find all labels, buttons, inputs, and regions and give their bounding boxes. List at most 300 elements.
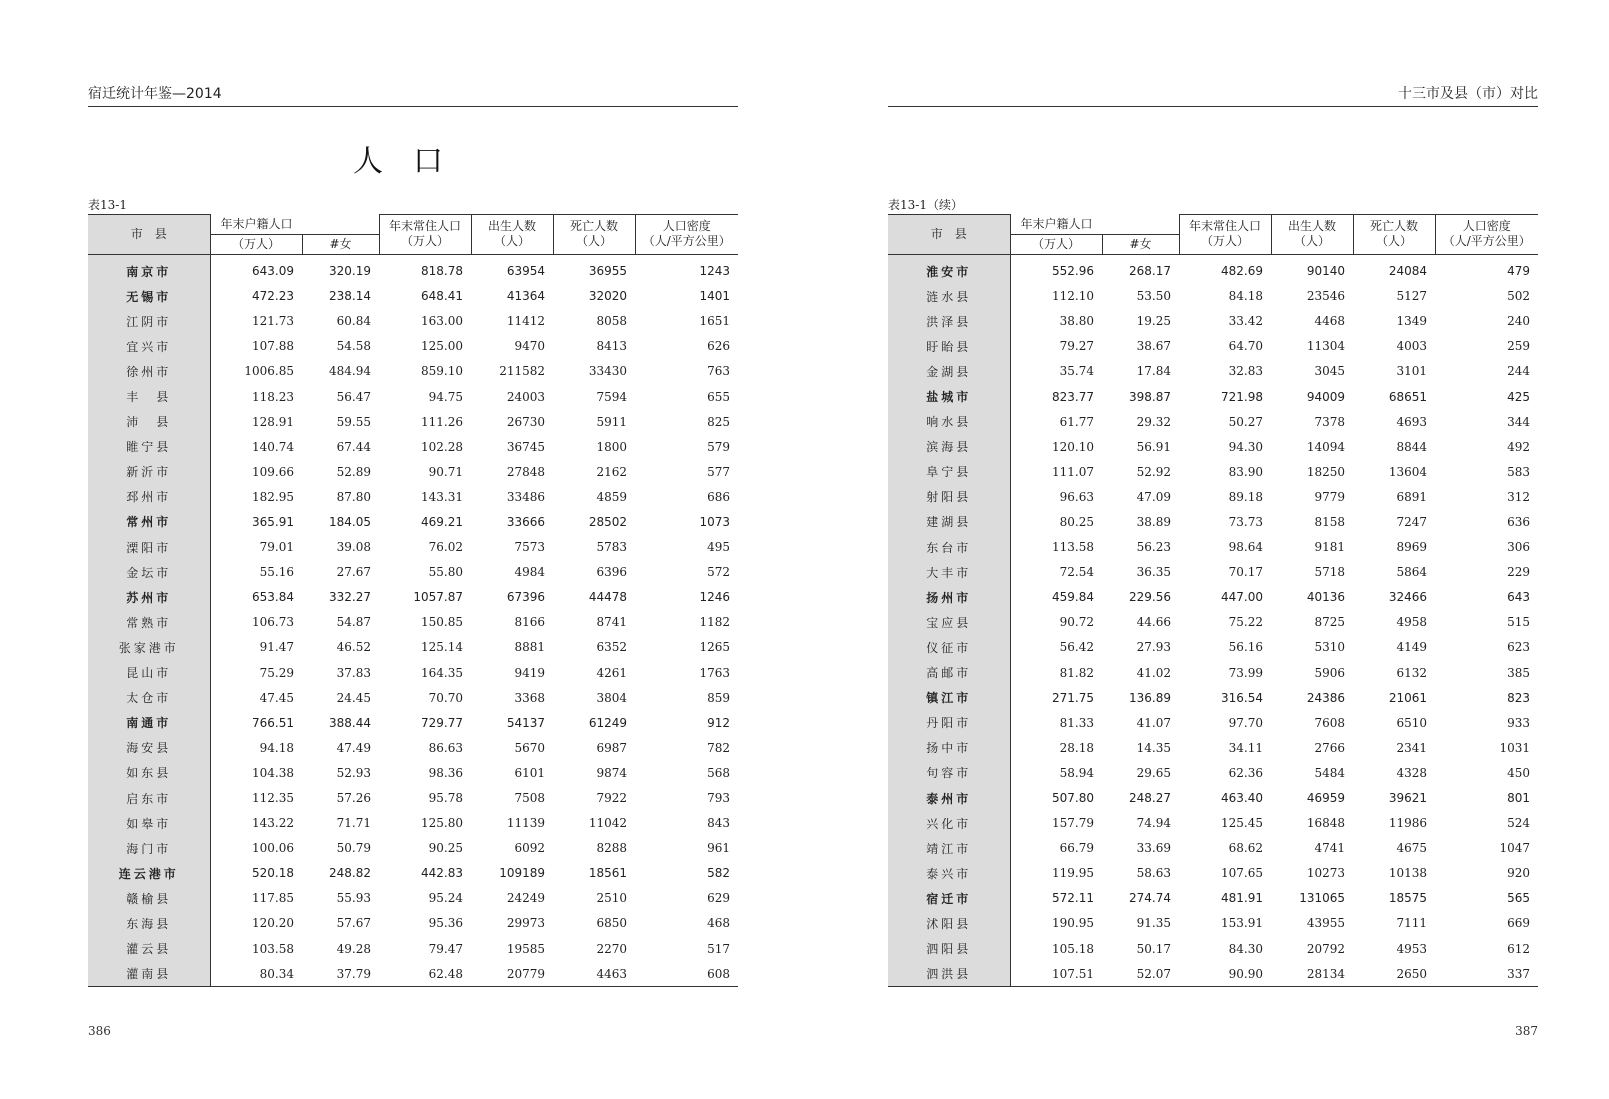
region-name: 盐城市	[888, 384, 1010, 409]
female-cell: 29.65	[1136, 765, 1171, 780]
region-name: 海门市	[88, 836, 210, 861]
resident-pop-cell: 90.71	[428, 464, 463, 479]
deaths-cell: 6987	[596, 740, 627, 755]
births-cell: 63954	[506, 264, 545, 279]
header-births: 出生人数 （人）	[1271, 215, 1353, 255]
resident-pop-cell: 469.21	[421, 514, 463, 529]
table-row	[88, 284, 738, 309]
resident-pop-cell: 73.99	[1228, 665, 1263, 680]
region-name: 徐州市	[88, 359, 210, 384]
chapter-title: 人口	[353, 144, 473, 179]
deaths-cell: 32466	[1388, 590, 1427, 605]
resident-pop-cell: 150.85	[421, 615, 463, 630]
table-row	[888, 685, 1538, 710]
density-cell: 583	[1507, 464, 1530, 479]
hukou-pop-cell: 90.72	[1059, 615, 1094, 630]
deaths-cell: 33430	[588, 364, 627, 379]
hukou-pop-cell: 653.84	[252, 590, 294, 605]
hukou-pop-cell: 823.77	[1052, 389, 1094, 404]
region-name: 泰州市	[888, 785, 1010, 810]
births-cell: 8725	[1314, 615, 1345, 630]
table-row	[888, 861, 1538, 886]
deaths-cell: 2650	[1396, 966, 1427, 981]
hukou-pop-cell: 81.33	[1059, 715, 1094, 730]
deaths-cell: 7594	[596, 389, 627, 404]
region-name: 宜兴市	[88, 334, 210, 359]
resident-pop-cell: 90.25	[428, 841, 463, 856]
hukou-pop-cell: 107.88	[252, 339, 294, 354]
deaths-cell: 7111	[1396, 916, 1427, 931]
table-row	[888, 735, 1538, 760]
deaths-cell: 6510	[1396, 715, 1427, 730]
births-cell: 3045	[1314, 364, 1345, 379]
region-name: 常州市	[88, 509, 210, 534]
hukou-pop-cell: 28.18	[1059, 740, 1094, 755]
deaths-cell: 7922	[596, 791, 627, 806]
female-cell: 238.14	[329, 289, 371, 304]
region-name: 淮安市	[888, 254, 1010, 284]
table-row	[888, 459, 1538, 484]
table-label-right: 表13-1（续）	[888, 198, 963, 212]
table-row	[88, 384, 738, 409]
deaths-cell: 9874	[596, 765, 627, 780]
table-row	[88, 434, 738, 459]
table-row	[888, 961, 1538, 986]
births-cell: 46959	[1306, 791, 1345, 806]
density-cell: 825	[707, 414, 730, 429]
female-cell: 54.87	[336, 615, 371, 630]
table-row	[88, 610, 738, 635]
hukou-pop-cell: 552.96	[1052, 264, 1094, 279]
hukou-pop-cell: 112.35	[252, 791, 294, 806]
female-cell: 37.83	[336, 665, 371, 680]
hukou-pop-cell: 520.18	[252, 866, 294, 881]
deaths-cell: 3804	[596, 690, 627, 705]
births-cell: 90140	[1306, 264, 1345, 279]
density-cell: 961	[707, 841, 730, 856]
density-cell: 468	[707, 916, 730, 931]
female-cell: 47.09	[1136, 489, 1171, 504]
hukou-pop-cell: 120.20	[252, 916, 294, 931]
left-page	[88, 0, 738, 1099]
deaths-cell: 4958	[1396, 615, 1427, 630]
deaths-cell: 10138	[1388, 866, 1427, 881]
density-cell: 577	[707, 464, 730, 479]
table-row	[888, 911, 1538, 936]
region-name: 丰 县	[88, 384, 210, 409]
female-cell: 46.52	[336, 640, 371, 655]
deaths-cell: 4261	[596, 665, 627, 680]
resident-pop-cell: 94.30	[1228, 439, 1263, 454]
deaths-cell: 5864	[1396, 565, 1427, 580]
table-row	[88, 836, 738, 861]
table-body-right	[888, 254, 1538, 986]
female-cell: 39.08	[336, 540, 371, 555]
female-cell: 56.47	[336, 389, 371, 404]
region-name: 南京市	[88, 254, 210, 284]
births-cell: 5670	[514, 740, 545, 755]
deaths-cell: 6850	[596, 916, 627, 931]
hukou-pop-cell: 117.85	[252, 891, 294, 906]
table-bottom-rule-left	[88, 986, 738, 987]
table-row	[88, 459, 738, 484]
resident-pop-cell: 95.24	[428, 891, 463, 906]
hukou-pop-cell: 1006.85	[244, 364, 294, 379]
region-name: 连云港市	[88, 861, 210, 886]
hukou-pop-cell: 112.10	[1052, 289, 1094, 304]
deaths-cell: 4149	[1396, 640, 1427, 655]
deaths-cell: 5783	[596, 540, 627, 555]
resident-pop-cell: 98.36	[428, 765, 463, 780]
header-resident-pop: 年末常住人口 （万人）	[379, 215, 471, 255]
births-cell: 26730	[506, 414, 545, 429]
female-cell: 41.02	[1136, 665, 1171, 680]
resident-pop-cell: 94.75	[428, 389, 463, 404]
hukou-pop-cell: 111.07	[1052, 464, 1094, 479]
hukou-pop-cell: 766.51	[252, 715, 294, 730]
deaths-cell: 6132	[1396, 665, 1427, 680]
hukou-pop-cell: 61.77	[1059, 414, 1094, 429]
resident-pop-cell: 34.11	[1228, 740, 1263, 755]
hukou-pop-cell: 119.95	[1052, 866, 1094, 881]
births-cell: 109189	[499, 866, 545, 881]
density-cell: 608	[707, 966, 730, 981]
density-cell: 859	[707, 690, 730, 705]
region-name: 溧阳市	[88, 535, 210, 560]
region-name: 仪征市	[888, 635, 1010, 660]
table-row	[88, 334, 738, 359]
table-row	[88, 254, 738, 284]
resident-pop-cell: 107.65	[1221, 866, 1263, 881]
female-cell: 41.07	[1136, 715, 1171, 730]
density-cell: 344	[1507, 414, 1530, 429]
resident-pop-cell: 62.36	[1228, 765, 1263, 780]
region-name: 句容市	[888, 760, 1010, 785]
density-cell: 515	[1507, 615, 1530, 630]
hukou-pop-cell: 365.91	[252, 514, 294, 529]
resident-pop-cell: 76.02	[428, 540, 463, 555]
resident-pop-cell: 70.70	[428, 690, 463, 705]
table-row	[888, 309, 1538, 334]
resident-pop-cell: 143.31	[421, 489, 463, 504]
female-cell: 17.84	[1136, 364, 1171, 379]
deaths-cell: 4693	[1396, 414, 1427, 429]
region-name: 滨海县	[888, 434, 1010, 459]
resident-pop-cell: 84.30	[1228, 941, 1263, 956]
density-cell: 629	[707, 891, 730, 906]
births-cell: 5484	[1314, 765, 1345, 780]
table-row	[88, 309, 738, 334]
deaths-cell: 44478	[588, 590, 627, 605]
region-name: 射阳县	[888, 484, 1010, 509]
table-row	[88, 484, 738, 509]
table-row	[888, 509, 1538, 534]
resident-pop-cell: 75.22	[1228, 615, 1263, 630]
deaths-cell: 8741	[596, 615, 627, 630]
female-cell: 67.44	[336, 439, 371, 454]
density-cell: 492	[1507, 439, 1530, 454]
resident-pop-cell: 111.26	[421, 414, 463, 429]
births-cell: 14094	[1306, 439, 1345, 454]
region-name: 南通市	[88, 710, 210, 735]
region-name: 扬州市	[888, 585, 1010, 610]
region-name: 洪泽县	[888, 309, 1010, 334]
hukou-pop-cell: 47.45	[259, 690, 294, 705]
deaths-cell: 4953	[1396, 941, 1427, 956]
table-row	[88, 785, 738, 810]
hukou-pop-cell: 472.23	[252, 289, 294, 304]
table-row	[888, 585, 1538, 610]
hukou-pop-cell: 35.74	[1059, 364, 1094, 379]
deaths-cell: 6352	[596, 640, 627, 655]
births-cell: 5310	[1314, 640, 1345, 655]
female-cell: 60.84	[336, 314, 371, 329]
density-cell: 823	[1507, 690, 1530, 705]
density-cell: 623	[1507, 640, 1530, 655]
female-cell: 38.89	[1136, 514, 1171, 529]
table-row	[88, 861, 738, 886]
deaths-cell: 61249	[588, 715, 627, 730]
hukou-pop-cell: 120.10	[1052, 439, 1094, 454]
female-cell: 50.79	[336, 841, 371, 856]
births-cell: 54137	[506, 715, 545, 730]
hukou-pop-cell: 79.01	[259, 540, 294, 555]
hukou-pop-cell: 157.79	[1052, 816, 1094, 831]
female-cell: 184.05	[329, 514, 371, 529]
table-row	[888, 610, 1538, 635]
resident-pop-cell: 79.47	[428, 941, 463, 956]
deaths-cell: 36955	[588, 264, 627, 279]
table-row	[88, 886, 738, 911]
female-cell: 44.66	[1136, 615, 1171, 630]
births-cell: 9470	[514, 339, 545, 354]
region-name: 兴化市	[888, 811, 1010, 836]
density-cell: 502	[1507, 289, 1530, 304]
births-cell: 9779	[1314, 489, 1345, 504]
table-row	[888, 409, 1538, 434]
births-cell: 19585	[506, 941, 545, 956]
region-name: 阜宁县	[888, 459, 1010, 484]
births-cell: 24003	[506, 389, 545, 404]
deaths-cell: 6891	[1396, 489, 1427, 504]
density-cell: 579	[707, 439, 730, 454]
deaths-cell: 8844	[1396, 439, 1427, 454]
density-cell: 1243	[699, 264, 730, 279]
region-name: 高邮市	[888, 660, 1010, 685]
table-row	[888, 886, 1538, 911]
deaths-cell: 28502	[588, 514, 627, 529]
female-cell: 57.26	[336, 791, 371, 806]
region-name: 江阴市	[88, 309, 210, 334]
births-cell: 36745	[506, 439, 545, 454]
header-female: #女	[302, 234, 379, 254]
deaths-cell: 8288	[596, 841, 627, 856]
deaths-cell: 2510	[596, 891, 627, 906]
table-row	[888, 710, 1538, 735]
region-name: 涟水县	[888, 284, 1010, 309]
density-cell: 244	[1507, 364, 1530, 379]
table-row	[88, 560, 738, 585]
density-cell: 686	[707, 489, 730, 504]
deaths-cell: 2270	[596, 941, 627, 956]
hukou-pop-cell: 55.16	[259, 565, 294, 580]
hukou-pop-cell: 91.47	[259, 640, 294, 655]
region-name: 灌南县	[88, 961, 210, 986]
hukou-pop-cell: 96.63	[1059, 489, 1094, 504]
female-cell: 388.44	[329, 715, 371, 730]
female-cell: 54.58	[336, 339, 371, 354]
density-cell: 626	[707, 339, 730, 354]
female-cell: 55.93	[336, 891, 371, 906]
table-row	[88, 509, 738, 534]
female-cell: 248.27	[1129, 791, 1171, 806]
female-cell: 38.67	[1136, 339, 1171, 354]
female-cell: 229.56	[1129, 590, 1171, 605]
region-name: 丹阳市	[888, 710, 1010, 735]
births-cell: 4468	[1314, 314, 1345, 329]
hukou-pop-cell: 271.75	[1052, 690, 1094, 705]
resident-pop-cell: 463.40	[1221, 791, 1263, 806]
deaths-cell: 3101	[1396, 364, 1427, 379]
region-name: 东海县	[88, 911, 210, 936]
header-county: 市 县	[888, 215, 1010, 255]
density-cell: 669	[1507, 916, 1530, 931]
table-row	[88, 535, 738, 560]
births-cell: 5718	[1314, 565, 1345, 580]
female-cell: 29.32	[1136, 414, 1171, 429]
resident-pop-cell: 482.69	[1221, 264, 1263, 279]
density-cell: 1763	[699, 665, 730, 680]
births-cell: 6101	[514, 765, 545, 780]
female-cell: 59.55	[336, 414, 371, 429]
female-cell: 37.79	[336, 966, 371, 981]
region-name: 新沂市	[88, 459, 210, 484]
density-cell: 1073	[699, 514, 730, 529]
deaths-cell: 4003	[1396, 339, 1427, 354]
births-cell: 27848	[506, 464, 545, 479]
region-name: 如皋市	[88, 811, 210, 836]
hukou-pop-cell: 572.11	[1052, 891, 1094, 906]
density-cell: 524	[1507, 816, 1530, 831]
table-row	[888, 384, 1538, 409]
header-female: #女	[1102, 234, 1179, 254]
header-hukou-unit: （万人）	[210, 234, 302, 254]
births-cell: 4984	[514, 565, 545, 580]
region-name: 启东市	[88, 785, 210, 810]
deaths-cell: 8058	[596, 314, 627, 329]
table-row	[88, 685, 738, 710]
births-cell: 94009	[1306, 389, 1345, 404]
female-cell: 136.89	[1129, 690, 1171, 705]
resident-pop-cell: 818.78	[421, 264, 463, 279]
resident-pop-cell: 442.83	[421, 866, 463, 881]
table-row	[88, 359, 738, 384]
female-cell: 58.63	[1136, 866, 1171, 881]
density-cell: 229	[1507, 565, 1530, 580]
header-hukou-pop-spacer	[1102, 215, 1179, 235]
header-hukou-pop: 年末户籍人口	[1010, 215, 1102, 235]
table-row	[88, 936, 738, 961]
births-cell: 4741	[1314, 841, 1345, 856]
density-cell: 240	[1507, 314, 1530, 329]
density-cell: 450	[1507, 765, 1530, 780]
births-cell: 8166	[514, 615, 545, 630]
resident-pop-cell: 86.63	[428, 740, 463, 755]
hukou-pop-cell: 94.18	[259, 740, 294, 755]
hukou-pop-cell: 643.09	[252, 264, 294, 279]
births-cell: 43955	[1306, 916, 1345, 931]
page-number-right: 387	[1515, 1024, 1538, 1038]
table-row	[888, 334, 1538, 359]
resident-pop-cell: 68.62	[1228, 841, 1263, 856]
deaths-cell: 5911	[596, 414, 627, 429]
header-hukou-pop: 年末户籍人口	[210, 215, 302, 235]
section-title: 十三市及县（市）对比	[1398, 86, 1538, 102]
region-name: 泗洪县	[888, 961, 1010, 986]
resident-pop-cell: 163.00	[421, 314, 463, 329]
table-row	[888, 560, 1538, 585]
resident-pop-cell: 721.98	[1221, 389, 1263, 404]
hukou-pop-cell: 79.27	[1059, 339, 1094, 354]
running-head-right	[888, 84, 1538, 107]
table-row	[888, 434, 1538, 459]
births-cell: 33486	[506, 489, 545, 504]
density-cell: 933	[1507, 715, 1530, 730]
hukou-pop-cell: 118.23	[252, 389, 294, 404]
female-cell: 49.28	[336, 941, 371, 956]
births-cell: 8881	[514, 640, 545, 655]
region-name: 灌云县	[88, 936, 210, 961]
female-cell: 52.89	[336, 464, 371, 479]
deaths-cell: 32020	[588, 289, 627, 304]
female-cell: 56.91	[1136, 439, 1171, 454]
table-row	[88, 735, 738, 760]
table-row	[88, 811, 738, 836]
density-cell: 568	[707, 765, 730, 780]
region-name: 邳州市	[88, 484, 210, 509]
density-cell: 306	[1507, 540, 1530, 555]
births-cell: 16848	[1306, 816, 1345, 831]
right-page	[888, 0, 1538, 1099]
region-name: 建湖县	[888, 509, 1010, 534]
table-row	[888, 484, 1538, 509]
births-cell: 28134	[1306, 966, 1345, 981]
region-name: 张家港市	[88, 635, 210, 660]
density-cell: 636	[1507, 514, 1530, 529]
hukou-pop-cell: 459.84	[1052, 590, 1094, 605]
births-cell: 29973	[506, 916, 545, 931]
density-cell: 1246	[699, 590, 730, 605]
table-row	[888, 535, 1538, 560]
table-row	[888, 660, 1538, 685]
hukou-pop-cell: 109.66	[252, 464, 294, 479]
hukou-pop-cell: 58.94	[1059, 765, 1094, 780]
resident-pop-cell: 164.35	[421, 665, 463, 680]
resident-pop-cell: 33.42	[1228, 314, 1263, 329]
hukou-pop-cell: 105.18	[1052, 941, 1094, 956]
header-births: 出生人数 （人）	[471, 215, 553, 255]
births-cell: 20779	[506, 966, 545, 981]
density-cell: 612	[1507, 941, 1530, 956]
density-cell: 1651	[699, 314, 730, 329]
hukou-pop-cell: 106.73	[252, 615, 294, 630]
region-name: 无锡市	[88, 284, 210, 309]
region-name: 东台市	[888, 535, 1010, 560]
deaths-cell: 18561	[588, 866, 627, 881]
hukou-pop-cell: 113.58	[1052, 540, 1094, 555]
deaths-cell: 39621	[1388, 791, 1427, 806]
resident-pop-cell: 859.10	[421, 364, 463, 379]
